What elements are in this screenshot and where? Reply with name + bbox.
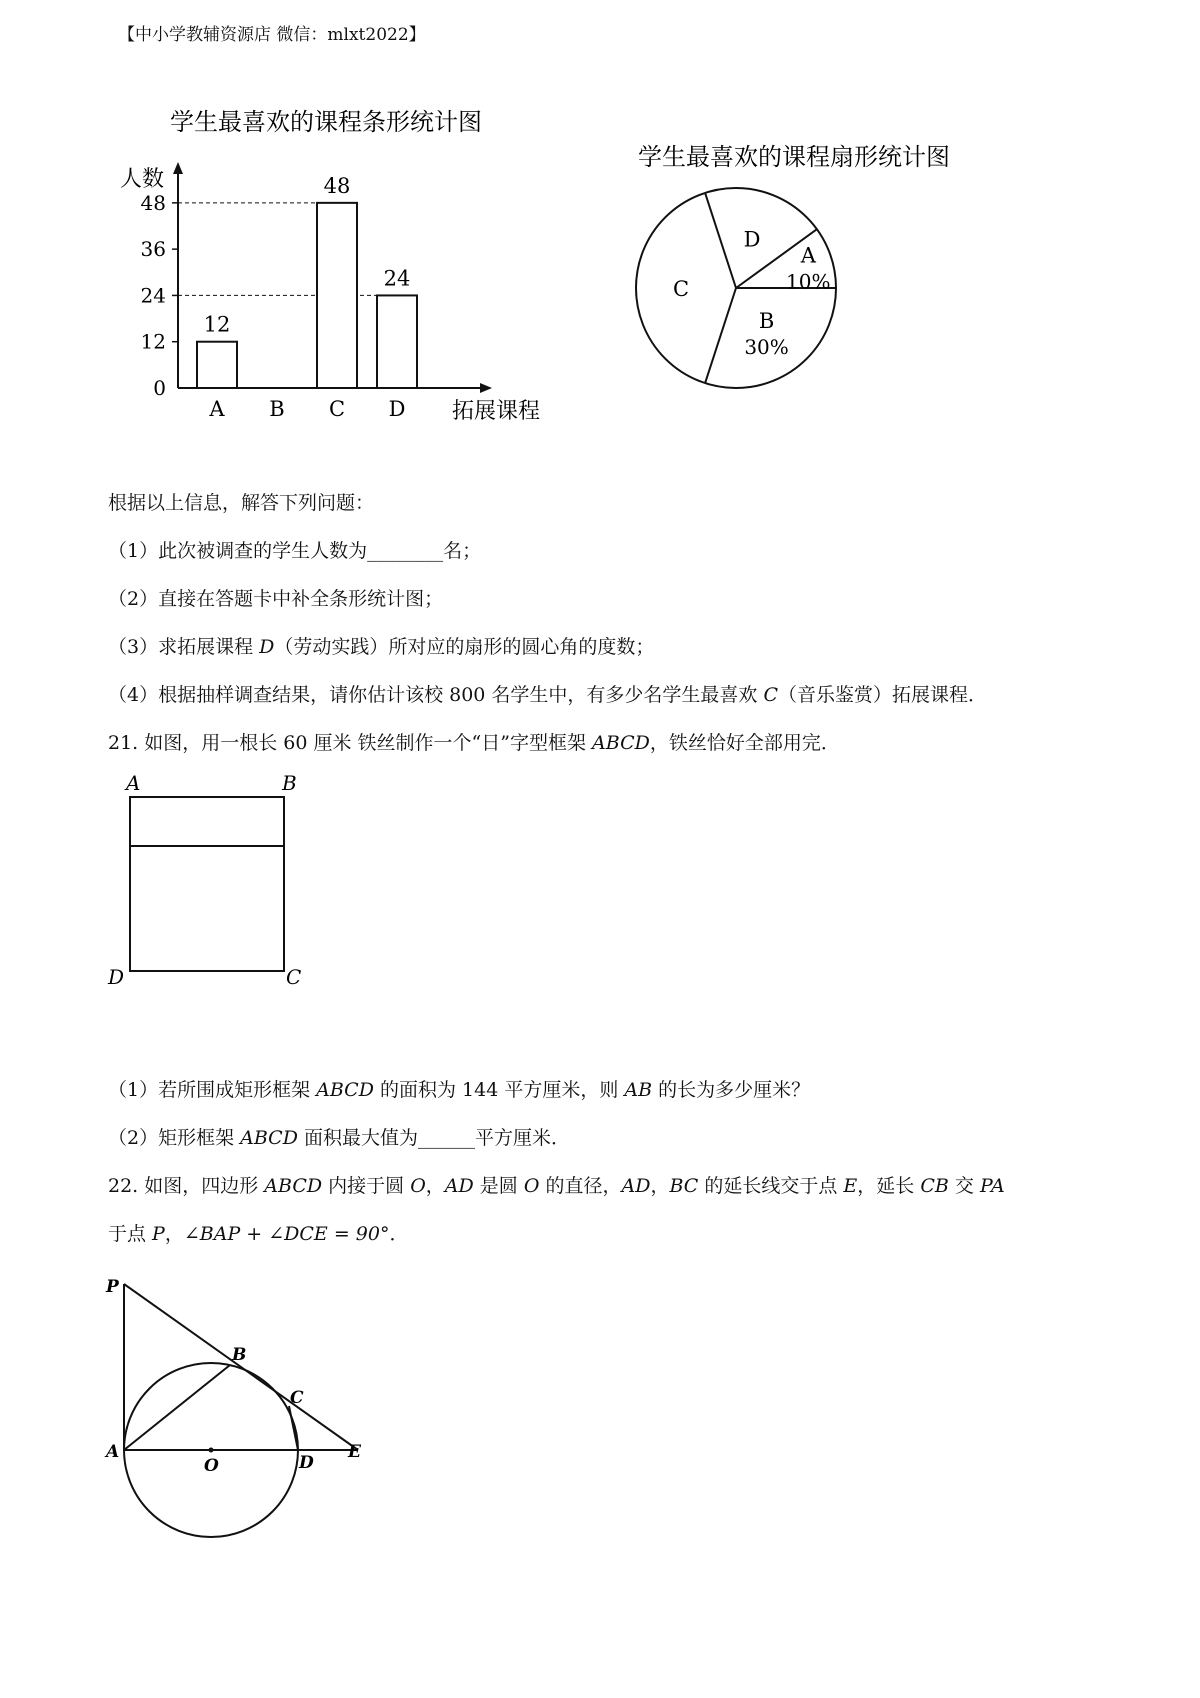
point-c: C xyxy=(290,1388,304,1408)
p22-line2-text-a: 于点 xyxy=(108,1223,153,1245)
p22-var-5: AD xyxy=(621,1175,651,1197)
p21q1-var2: AB xyxy=(624,1079,653,1101)
problem-21-stem xyxy=(108,728,840,755)
chord-c-d xyxy=(289,1406,298,1450)
page-header: 【中小学教辅资源店 微信：mlxt2022】 xyxy=(118,25,426,45)
center-o-dot xyxy=(209,1448,214,1453)
label-c: C xyxy=(286,965,302,989)
point-o: O xyxy=(204,1456,219,1476)
p22-var-1: ABCD xyxy=(264,1175,323,1197)
point-d: D xyxy=(299,1453,314,1473)
pie-slice-label: B xyxy=(758,309,775,334)
point-e: E xyxy=(348,1442,361,1462)
p21-text-b: ，铁丝恰好全部用完． xyxy=(649,732,840,754)
problem-22-stem-line-1 xyxy=(108,1171,1005,1198)
p22-var-10: P xyxy=(152,1223,165,1245)
pie-slice-label: C xyxy=(672,277,690,301)
p22-text-f: ， xyxy=(650,1175,670,1197)
x-tick-label: A xyxy=(209,397,225,421)
p22-line2-text-b: ， xyxy=(164,1223,184,1245)
p21q1-var: ABCD xyxy=(316,1079,374,1101)
problem-21-question-2 xyxy=(108,1123,570,1150)
question-2: （2）直接在答题卡中补全条形统计图； xyxy=(108,588,444,610)
y-tick-label: 12 xyxy=(140,329,166,354)
q3-text-b: （劳动实践）所对应的扇形的圆心角的度数； xyxy=(274,636,655,658)
pie-slice-label: D xyxy=(743,227,761,252)
bar xyxy=(377,295,417,388)
x-axis-title: 拓展课程 xyxy=(452,399,541,424)
pie-slice-percent: 10% xyxy=(786,269,831,294)
line-p-e xyxy=(124,1284,358,1450)
p22-text-b: 内接于圆 xyxy=(322,1175,411,1197)
q3-var: D xyxy=(259,636,275,658)
p22-var-2: O xyxy=(410,1175,426,1197)
y-tick-label: 48 xyxy=(140,190,166,215)
p22-angle-equation: ∠BAP + ∠DCE = 90° xyxy=(183,1223,390,1245)
q4-text-a: （4）根据抽样调查结果，请你估计该校 800 名学生中，有多少名学生最喜欢 xyxy=(108,684,764,706)
rectangle-frame xyxy=(130,797,284,971)
pie-slice-boundary xyxy=(705,288,736,383)
p22-text-e: 的直径， xyxy=(539,1175,622,1197)
p21q2-text-a: （2）矩形框架 xyxy=(108,1127,241,1149)
point-a: A xyxy=(106,1442,120,1462)
point-b: B xyxy=(232,1345,247,1365)
q4-var: C xyxy=(763,684,779,706)
question-1: （1）此次被调查的学生人数为________名； xyxy=(108,540,482,562)
bar-data-label: 12 xyxy=(203,312,231,337)
problem-22-stem-line-2 xyxy=(108,1219,409,1246)
p22-var-7: E xyxy=(843,1175,858,1197)
problem-21-question-1 xyxy=(108,1075,810,1102)
p22-line2-text-c: ． xyxy=(389,1223,409,1245)
p21q2-text-b: 面积最大值为______平方厘米． xyxy=(297,1127,570,1149)
p22-text-i: 交 xyxy=(948,1175,980,1197)
p22-var-3: AD xyxy=(444,1175,474,1197)
p22-var-4: O xyxy=(523,1175,540,1197)
p21q1-text-a: （1）若所围成矩形框架 xyxy=(108,1079,317,1101)
question-3 xyxy=(108,632,654,659)
bar-data-label: 24 xyxy=(383,266,411,291)
y-tick-label: 0 xyxy=(153,376,166,400)
p22-text-h: ，延长 xyxy=(857,1175,921,1197)
p21-var: ABCD xyxy=(592,732,650,754)
p22-text-c: ， xyxy=(425,1175,445,1197)
y-tick-label: 24 xyxy=(140,283,166,308)
y-axis-arrow xyxy=(173,162,183,174)
bar xyxy=(317,203,357,388)
pie-chart-plot xyxy=(636,188,836,388)
rectangle-figure xyxy=(100,770,340,1000)
p22-var-8: CB xyxy=(920,1175,949,1197)
point-p: P xyxy=(106,1277,119,1297)
pie-chart xyxy=(620,135,1020,435)
pie-chart-title: 学生最喜欢的课程扇形统计图 xyxy=(638,143,950,171)
x-tick-label: C xyxy=(328,397,346,421)
p22-text-g: 的延长线交于点 xyxy=(698,1175,844,1197)
question-4 xyxy=(108,680,987,707)
circle-figure xyxy=(100,1260,420,1600)
y-tick-label: 36 xyxy=(140,237,166,262)
label-d: D xyxy=(108,965,125,989)
p21q2-var: ABCD xyxy=(240,1127,298,1149)
label-b: B xyxy=(282,771,297,795)
bar-chart-plot xyxy=(120,162,540,424)
y-axis-title: 人数 xyxy=(120,167,165,192)
p22-var-9: PA xyxy=(979,1175,1005,1197)
p21q1-text-c: 的长为多少厘米？ xyxy=(652,1079,811,1101)
bar xyxy=(197,342,237,388)
intro-text: 根据以上信息，解答下列问题： xyxy=(108,492,375,514)
pie-slice-percent: 30% xyxy=(744,335,789,360)
bar-chart-title: 学生最喜欢的课程条形统计图 xyxy=(170,108,482,136)
x-tick-label: B xyxy=(269,397,285,421)
chord-a-b xyxy=(124,1365,230,1450)
p21-text-a: 21. 如图，用一根长 60 厘米 铁丝制作一个“日”字型框架 xyxy=(108,732,593,754)
p22-text-d: 是圆 xyxy=(473,1175,524,1197)
bar-data-label: 48 xyxy=(323,173,351,198)
label-a: A xyxy=(126,771,141,795)
p22-var-6: BC xyxy=(669,1175,699,1197)
bar-chart xyxy=(100,100,620,470)
p21q1-text-b: 的面积为 144 平方厘米，则 xyxy=(373,1079,625,1101)
x-tick-label: D xyxy=(388,397,406,421)
x-axis-arrow xyxy=(480,383,492,393)
pie-slice-boundary xyxy=(705,193,736,288)
q3-text-a: （3）求拓展课程 xyxy=(108,636,260,658)
pie-slice-label: A xyxy=(800,243,816,268)
q4-text-b: （音乐鉴赏）拓展课程． xyxy=(778,684,988,706)
p22-text-a: 22. 如图，四边形 xyxy=(108,1175,265,1197)
